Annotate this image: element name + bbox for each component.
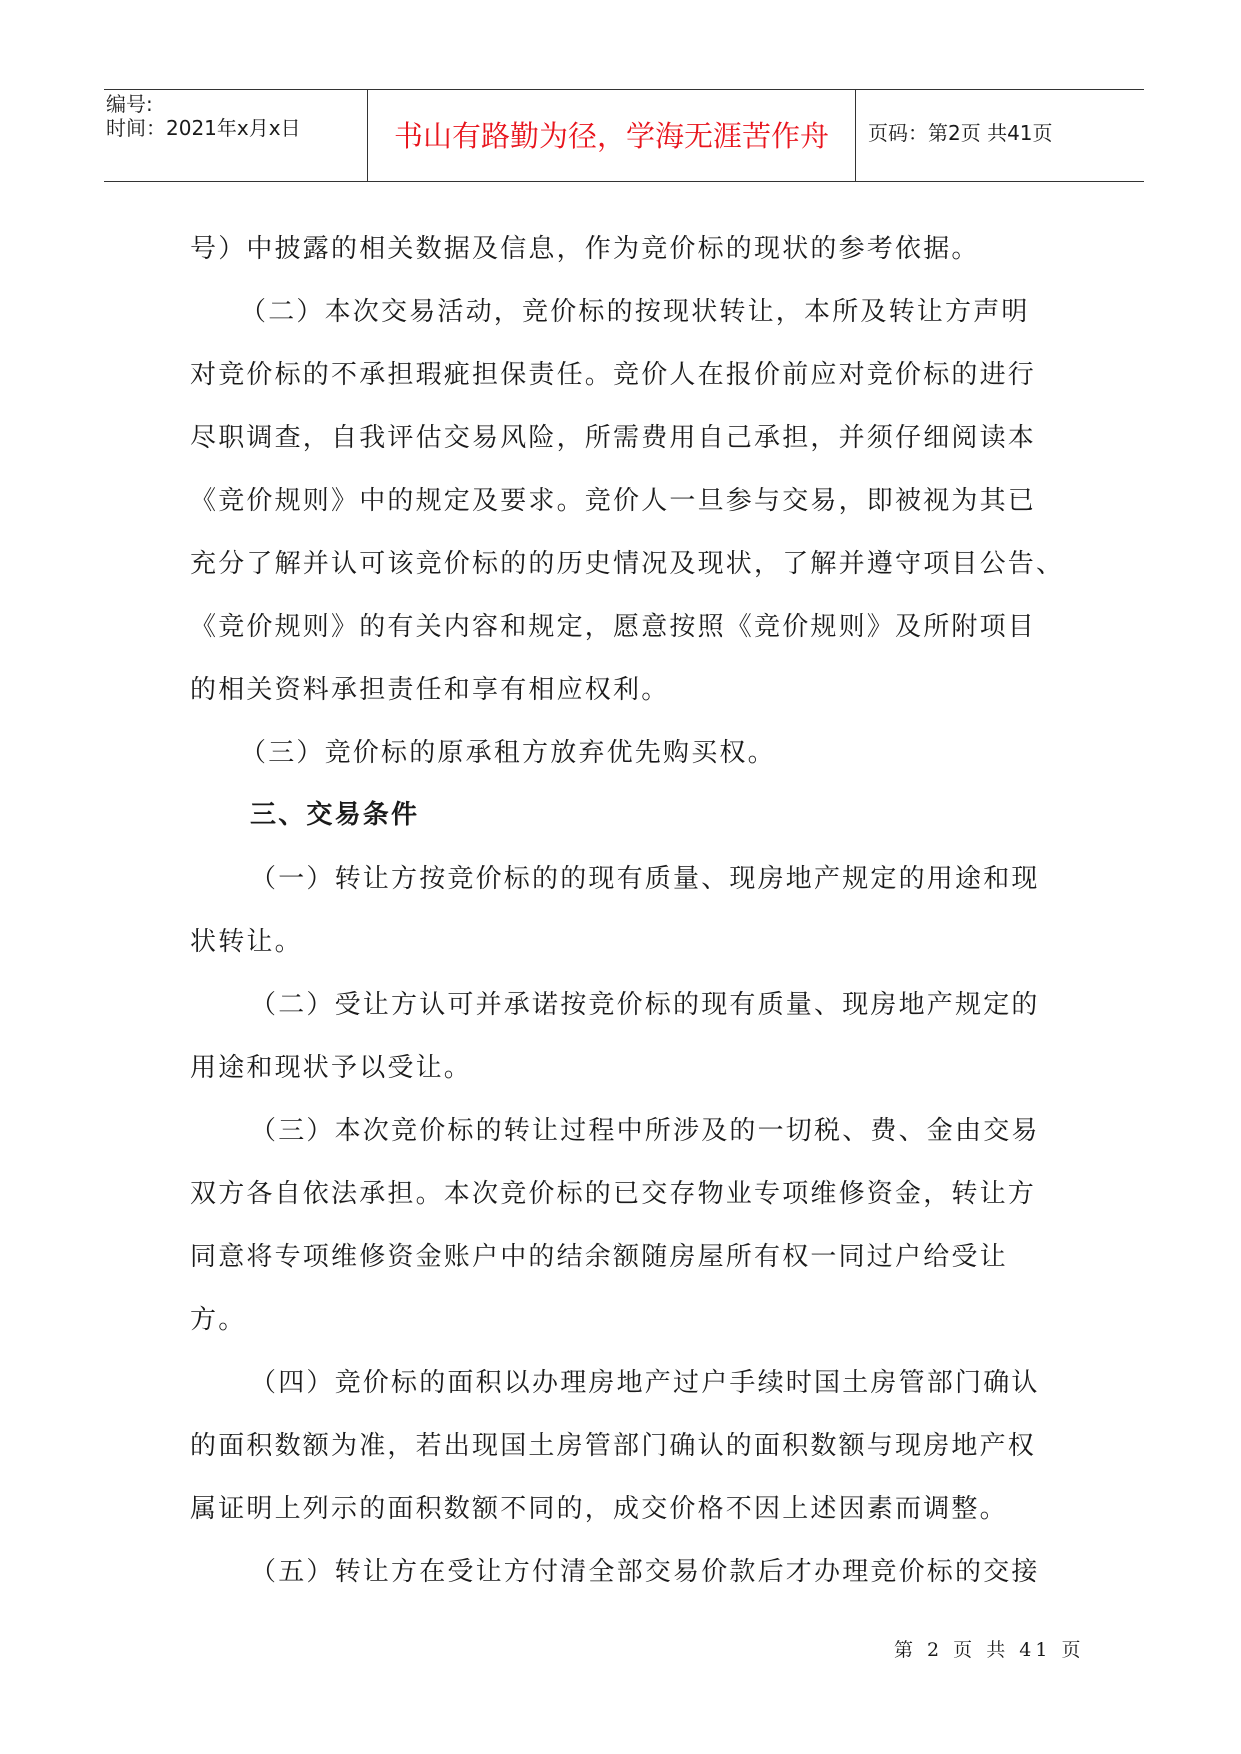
body-line: 双方各自依法承担。本次竞价标的已交存物业专项维修资金，转让方: [190, 1179, 1037, 1209]
body-line: 尽职调查，自我评估交易风险，所需费用自己承担，并须仔细阅读本: [190, 423, 1037, 453]
document-number-label: 编号:: [106, 92, 153, 116]
header-right-cell: [856, 90, 1144, 181]
body-line: （五）转让方在受让方付清全部交易价款后才办理竞价标的交接: [250, 1557, 1040, 1587]
body-line: 同意将专项维修资金账户中的结余额随房屋所有权一同过户给受让: [190, 1242, 1008, 1272]
body-line: 《竞价规则》中的规定及要求。竞价人一旦参与交易，即被视为其已: [190, 486, 1037, 516]
body-line: （一）转让方按竞价标的的现有质量、现房地产规定的用途和现: [250, 864, 1040, 894]
body-line: （四）竞价标的面积以办理房地产过户手续时国土房管部门确认: [250, 1368, 1040, 1398]
document-time-label: 时间：2021年x月x日: [106, 116, 301, 140]
body-line: （三）本次竞价标的转让过程中所涉及的一切税、费、金由交易: [250, 1116, 1040, 1146]
header-middle-cell: [368, 90, 856, 181]
body-line: 属证明上列示的面积数额不同的，成交价格不因上述因素而调整。: [190, 1494, 1008, 1524]
header-motto: 书山有路勤为径，学海无涯苦作舟: [393, 119, 829, 153]
body-line: 用途和现状予以受让。: [190, 1053, 473, 1083]
body-line: 充分了解并认可该竞价标的的历史情况及现状，了解并遵守项目公告、: [190, 549, 1065, 579]
body-line: 《竞价规则》的有关内容和规定，愿意按照《竞价规则》及所附项目: [190, 612, 1037, 642]
body-line: 对竞价标的不承担瑕疵担保责任。竞价人在报价前应对竞价标的进行: [190, 360, 1037, 390]
page-footer: 第 2 页 共 41 页: [894, 1639, 1085, 1661]
section-heading: 三、交易条件: [250, 800, 420, 830]
body-line: 号）中披露的相关数据及信息，作为竞价标的现状的参考依据。: [190, 234, 980, 264]
body-line: 的面积数额为准，若出现国土房管部门确认的面积数额与现房地产权: [190, 1431, 1037, 1461]
body-line: （二）本次交易活动，竞价标的按现状转让，本所及转让方声明: [240, 297, 1030, 327]
header-page-label: 页码：第2页 共41页: [868, 121, 1053, 145]
page-header: [104, 89, 1144, 182]
body-line: （三）竞价标的原承租方放弃优先购买权。: [240, 738, 776, 768]
body-line: （二）受让方认可并承诺按竞价标的现有质量、现房地产规定的: [250, 990, 1040, 1020]
body-line: 的相关资料承担责任和享有相应权利。: [190, 675, 670, 705]
body-line: 方。: [190, 1305, 247, 1335]
header-left-cell: [104, 90, 368, 181]
body-line: 状转让。: [190, 927, 303, 957]
